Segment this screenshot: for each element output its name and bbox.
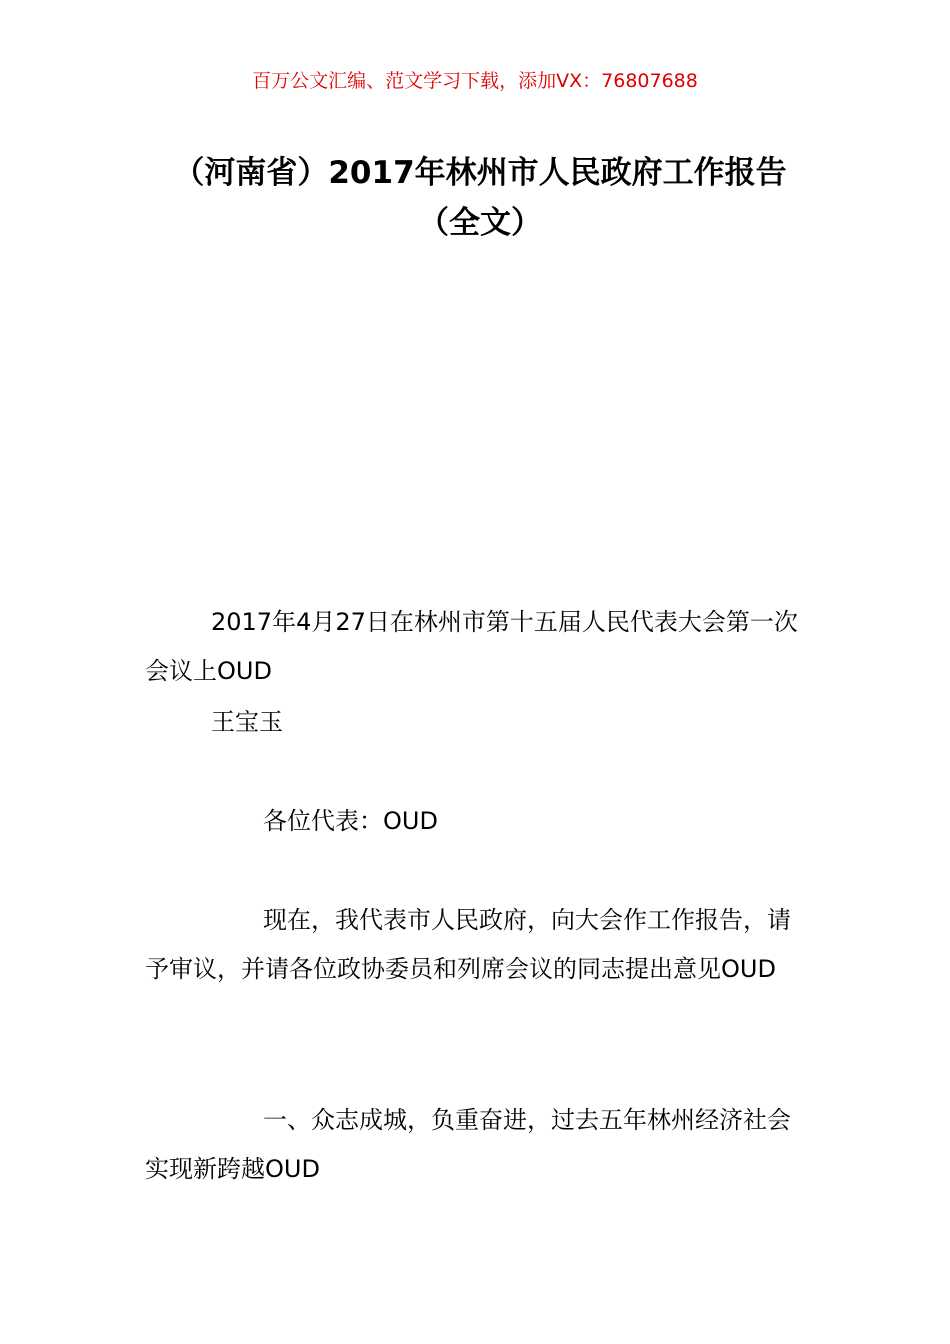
- section-heading: 一、众志成城，负重奋进，过去五年林州经济社会实现新跨越OUD: [145, 1106, 791, 1183]
- document-title: （河南省）2017年林州市人民政府工作报告（全文）: [173, 155, 787, 241]
- greeting: 各位代表：OUD: [263, 807, 438, 835]
- header-note: 百万公文汇编、范文学习下载，添加VX：76807688: [252, 70, 698, 92]
- intro-paragraph: 现在，我代表市人民政府，向大会作工作报告，请予审议，并请各位政协委员和列席会议的同志提出意见OUD: [145, 906, 791, 983]
- speaker-name: 王宝玉: [211, 708, 283, 736]
- meeting-line: 2017年4月27日在林州市第十五届人民代表大会第一次会议上OUD: [145, 608, 798, 685]
